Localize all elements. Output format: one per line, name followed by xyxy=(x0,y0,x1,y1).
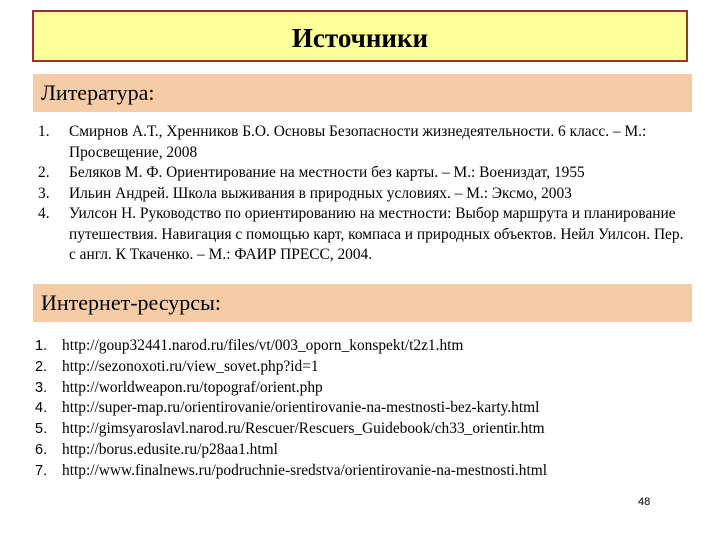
literature-item xyxy=(36,122,686,163)
internet-resource-item xyxy=(33,440,693,461)
page-number: 48 xyxy=(638,496,651,508)
literature-item-number: 1. xyxy=(38,123,50,140)
literature-list xyxy=(36,122,686,266)
literature-item-text: Беляков М. Ф. Ориентирование на местности без карты. – М.: Воениздат, 1955 xyxy=(69,164,585,181)
internet-resource-number: 1. xyxy=(35,338,48,354)
literature-item-number: 3. xyxy=(38,184,50,202)
internet-resource-item xyxy=(33,461,693,482)
internet-resource-link[interactable]: http://gimsyaroslavl.narod.ru/Rescuer/Rescuers_Guidebook/ch33_orientir.htm xyxy=(62,420,545,438)
internet-resource-number: 7. xyxy=(35,462,48,479)
literature-item-number: 4. xyxy=(38,205,50,222)
literature-item-text: Уилсон Н. Руководство по ориентированию на местности: Выбор маршрута и планирование путешествия. Навигация с помощью карт, компаса и природных объектов. Нейл Уилсон. Пер. с англ. К Ткаченко. – М.: ФАИР ПРЕСС, 2004. xyxy=(69,205,684,263)
internet-resource-link[interactable]: http://worldweapon.ru/topograf/orient.php xyxy=(62,378,323,396)
literature-item-text: Смирнов А.Т., Хренников Б.О. Основы Безопасности жизнедеятельности. 6 класс. – М.: Просвещение, 2008 xyxy=(69,123,647,161)
internet-resource-list xyxy=(33,336,693,482)
internet-resource-link[interactable]: http://goup32441.narod.ru/files/vt/003_oporn_konspekt/t2z1.htm xyxy=(62,337,464,354)
slide-title: Источники xyxy=(291,22,429,53)
literature-item xyxy=(36,184,686,205)
literature-item-text: Ильин Андрей. Школа выживания в природных условиях. – М.: Эксмо, 2003 xyxy=(69,184,572,202)
internet-heading: Интернет-ресурсы: xyxy=(41,290,221,315)
slide-title-box xyxy=(32,10,688,62)
internet-resource-number: 2. xyxy=(35,358,48,375)
literature-item-number: 2. xyxy=(38,164,50,181)
internet-resource-number: 5. xyxy=(35,421,48,438)
literature-section-header xyxy=(33,74,692,112)
internet-section-header xyxy=(33,284,692,322)
internet-resource-item xyxy=(33,378,693,399)
internet-resource-item xyxy=(33,336,693,357)
internet-resource-number: 3. xyxy=(35,379,48,396)
literature-heading: Литература: xyxy=(41,80,155,105)
internet-resource-link[interactable]: http://sezonoxoti.ru/view_sovet.php?id=1 xyxy=(62,357,319,375)
internet-resource-number: 6. xyxy=(35,441,48,458)
internet-resource-number: 4. xyxy=(35,400,48,417)
internet-resource-item xyxy=(33,419,693,440)
internet-resource-item xyxy=(33,398,693,419)
literature-item xyxy=(36,204,686,266)
internet-resource-link[interactable]: http://super-map.ru/orientirovanie/orientirovanie-na-mestnosti-bez-karty.html xyxy=(62,399,540,417)
internet-resource-item xyxy=(33,357,693,378)
literature-item xyxy=(36,163,686,184)
internet-resource-link[interactable]: http://borus.edusite.ru/p28aa1.html xyxy=(62,440,278,458)
internet-resource-link[interactable]: http://www.finalnews.ru/podruchnie-sredstva/orientirovanie-na-mestnosti.html xyxy=(62,461,547,479)
